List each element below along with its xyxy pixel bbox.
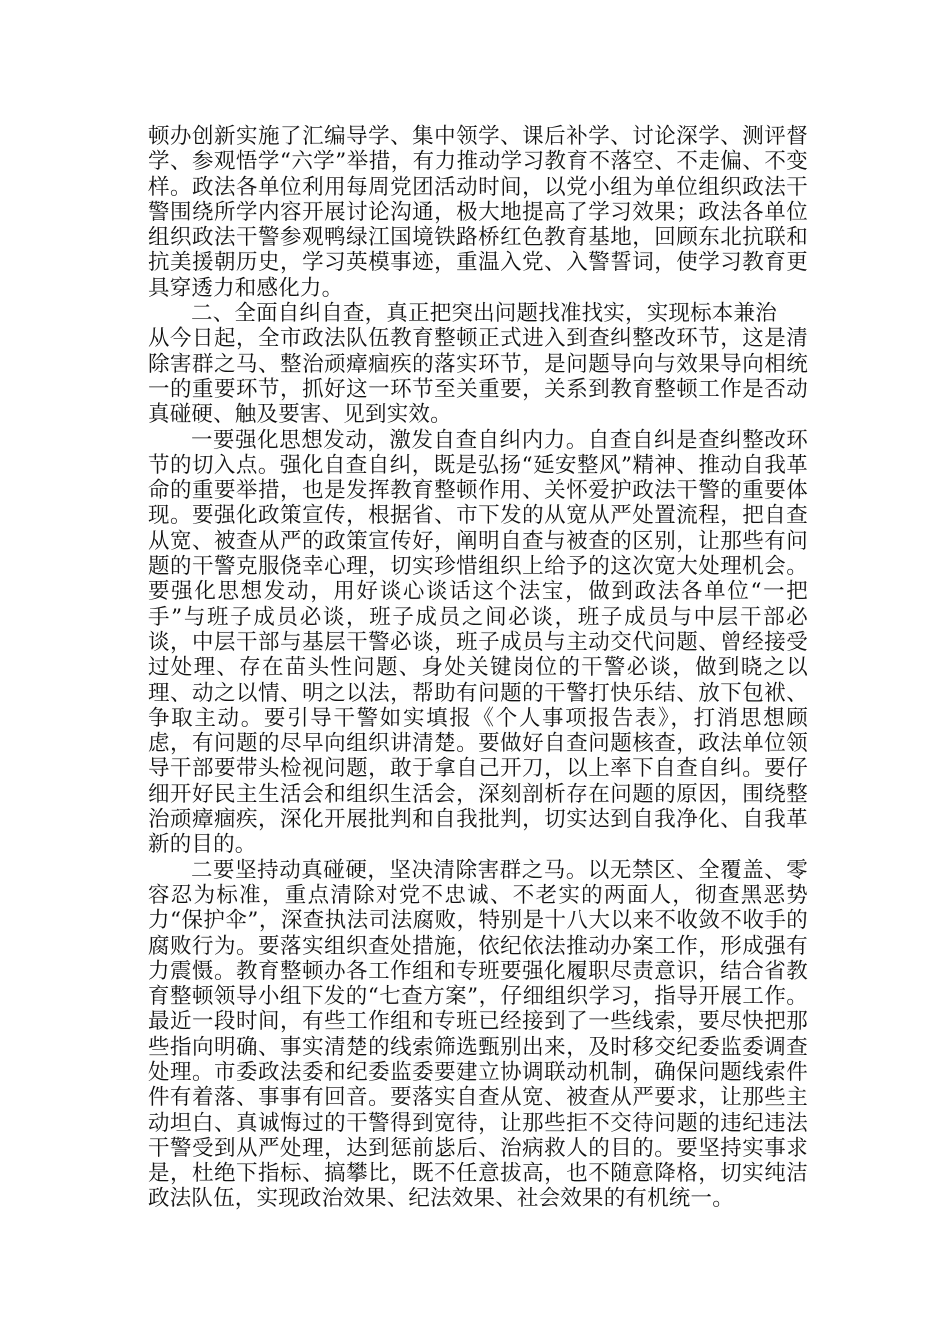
paragraph-remove-bad-elements: 二要坚持动真碰硬，坚决清除害群之马。以无禁区、全覆盖、零容忍为标准，重点清除对党不忠诚、不老实的两面人，彻查黑恶势力“保护伞”，深查执法司法腐败，特别是十八大以来不收敛不收手的腐败行为。要落实组织查处措施，依纪依法推动办案工作，形成强有力震慑。教育整顿办各工作组和专班要强化履职尽责意识，结合省教育整顿领导小组下发的“七查方案”，仔细组织学习，指导开展工作。最近一段时间，有些工作组和专班已经接到了一些线索，要尽快把那些指向明确、事实清楚的线索筛选甄别出来，及时移交纪委监委调查处理。市委政法委和纪委监委要建立协调联动机制，确保问题线索件件有着落、事事有回音。要落实自查从宽、被查从严要求，让那些主动坦白、真诚悔过的干警得到宽待，让那些拒不交待问题的违纪违法干警受到从严处理，达到惩前毖后、治病救人的目的。要坚持实事求是，杜绝下指标、搞攀比，既不任意拔高，也不随意降格，切实纯洁政法队伍，实现政治效果、纪法效果、社会效果的有机统一。 [148, 857, 808, 1212]
section-heading-2: 二、全面自纠自查，真正把突出问题找准找实，实现标本兼治 [191, 301, 777, 327]
paragraph-study-measures: 顿办创新实施了汇编导学、集中领学、课后补学、讨论深学、测评督学、参观悟学“六学”举措，有力推动学习教育不落空、不走偏、不变样。政法各单位利用每周党团活动时间，以党小组为单位组织政法干警围绕所学内容开展讨论沟通，极大地提高了学习效果；政法各单位组织政法干警参观鸭绿江国境铁路桥红色教育基地，回顾东北抗联和抗美援朝历史，学习英模事迹，重温入党、入警誓词，使学习教育更具穿透力和感化力。 [148, 124, 808, 301]
paragraph-strengthen-mobilization: 一要强化思想发动，激发自查自纠内力。自查自纠是查纠整改环节的切入点。强化自查自纠，既是弘扬“延安整风”精神、推动自我革命的重要举措，也是发挥教育整顿作用、关怀爱护政法干警的重要体现。要强化政策宣传，根据省、市下发的从宽从严处置流程，把自查从宽、被查从严的政策宣传好，阐明自查与被查的区别，让那些有问题的干警克服侥幸心理，切实珍惜组织上给予的这次宽大处理机会。要强化思想发动，用好谈心谈话这个法宝，做到政法各单位“一把手”与班子成员必谈，班子成员之间必谈，班子成员与中层干部必谈，中层干部与基层干警必谈，班子成员与主动交代问题、曾经接受过处理、存在苗头性问题、身处关键岗位的干警必谈，做到晓之以理、动之以情、明之以法，帮助有问题的干警打快乐结、放下包袱、争取主动。要引导干警如实填报《个人事项报告表》，打消思想顾虑，有问题的尽早向组织讲清楚。要做好自查问题核查，政法单位领导干部要带头检视问题，敢于拿自己开刀，以上率下自查自纠。要仔细开好民主生活会和组织生活会，深刻剖析存在问题的原因，围绕整治顽瘴痼疾，深化开展批判和自我批判，切实达到自我净化、自我革新的目的。 [148, 427, 808, 858]
paragraph-rectification-stage: 从今日起，全市政法队伍教育整顿正式进入到查纠整改环节，这是清除害群之马、整治顽瘴痼疾的落实环节，是问题导向与效果导向相统一的重要环节，抓好这一环节至关重要，关系到教育整顿工作是否动真碰硬、触及要害、见到实效。 [148, 326, 808, 428]
document-body [148, 124, 808, 1212]
